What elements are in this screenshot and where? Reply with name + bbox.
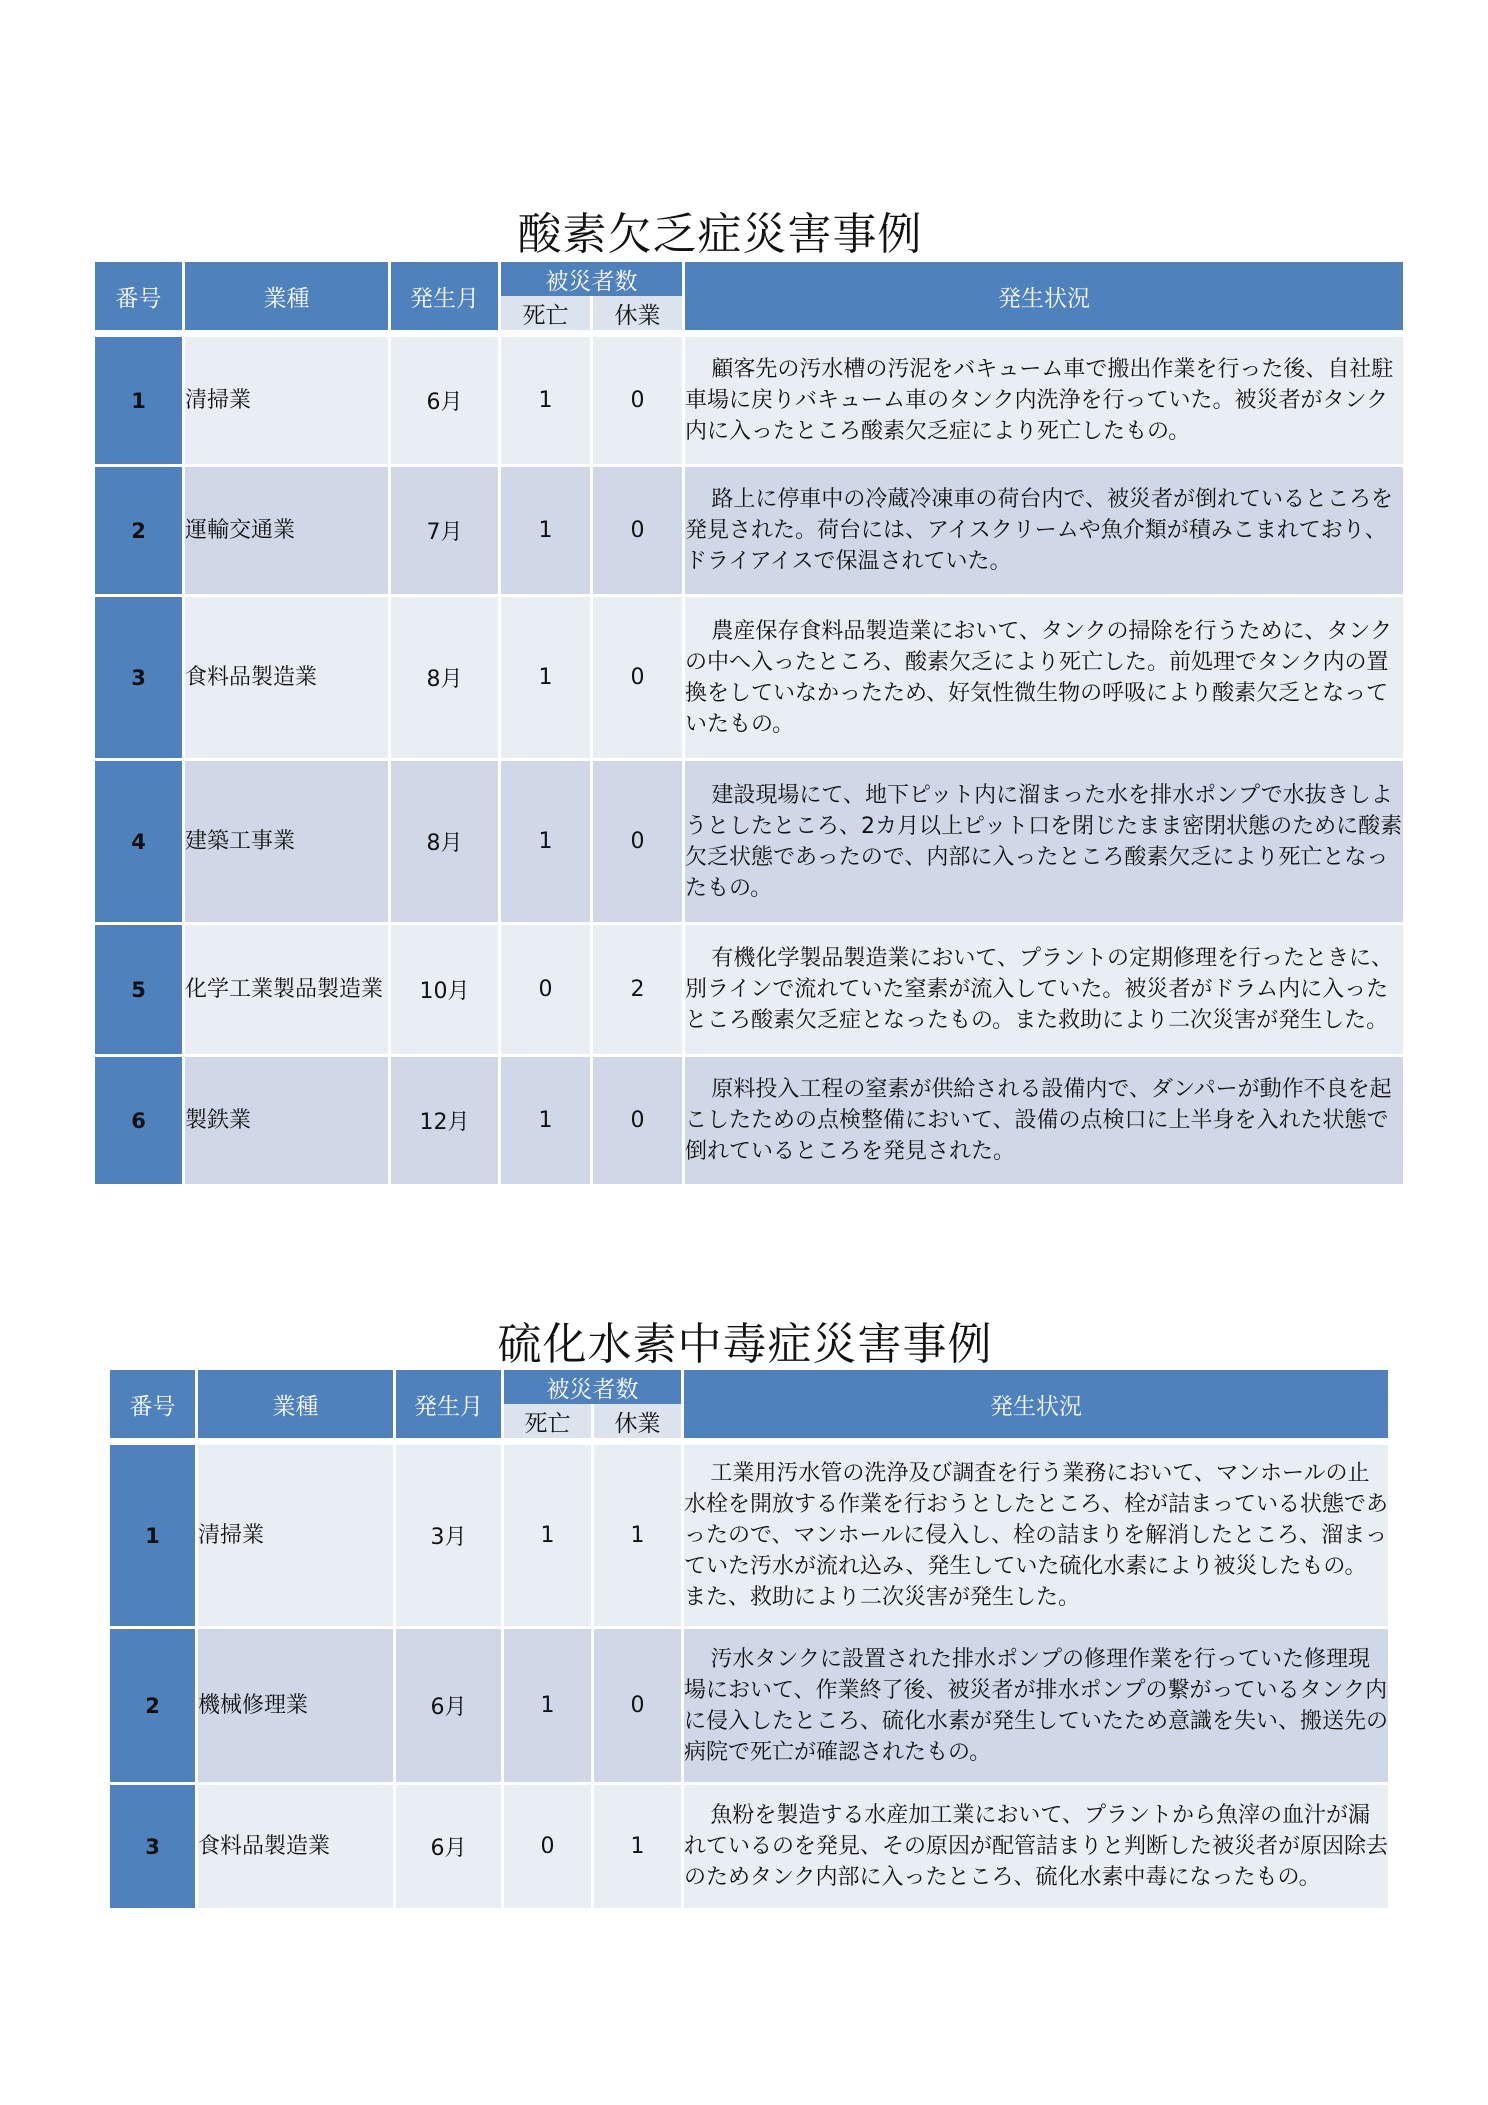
row-industry: 機械修理業 [198,1629,396,1785]
table-row [95,467,1403,597]
row-number: 2 [95,467,185,597]
row-death: 1 [501,761,593,925]
row-month: 6月 [396,1629,504,1785]
table-row [95,1057,1403,1187]
row-situation: 有機化学製品製造業において、プラントの定期修理を行ったときに、別ラインで流れていた窒素が流入していた。被災者がドラム内に入ったところ酸素欠乏症となったもの。また救助により二次災害が発生した。 [685,946,1393,1033]
row-situation: 路上に停車中の冷蔵冷凍車の荷台内で、被災者が倒れているところを発見された。荷台には、アイスクリームや魚介類が積みこまれており、ドライアイスで保温されていた。 [685,487,1393,574]
table-row [110,1785,1388,1911]
row-month: 8月 [391,597,501,761]
row-leave: 1 [594,1785,684,1911]
header-no: 番号 [110,1370,198,1438]
row-death: 1 [501,337,593,467]
table-row [95,925,1403,1057]
row-death: 1 [504,1445,594,1629]
row-death: 1 [501,467,593,597]
row-death: 1 [501,597,593,761]
header-industry: 業種 [185,262,391,330]
header-victims: 被災者数 [501,262,685,296]
row-number: 6 [95,1057,185,1187]
row-industry: 建築工事業 [185,761,391,925]
row-situation: 工業用汚水管の洗浄及び調査を行う業務において、マンホールの止水栓を開放する作業を行おうとしたところ、栓が詰まっている状態であったので、マンホールに侵入し、栓の詰まりを解消したところ、溜まっていた汚水が流れ込み、発生していた硫化水素により被災したもの。また、救助により二次災害が発生した。 [684,1461,1389,1610]
header-situation: 発生状況 [685,262,1403,330]
row-month: 12月 [391,1057,501,1187]
table-row [110,1629,1388,1785]
row-industry: 食料品製造業 [198,1785,396,1911]
row-death: 1 [504,1629,594,1785]
row-number: 4 [95,761,185,925]
row-leave: 0 [594,1629,684,1785]
row-number: 2 [110,1629,198,1785]
row-month: 6月 [396,1785,504,1911]
row-situation: 顧客先の汚水槽の汚泥をバキューム車で搬出作業を行った後、自社駐車場に戻りバキューム車のタンク内洗浄を行っていた。被災者がタンク内に入ったところ酸素欠乏症により死亡したもの。 [685,357,1394,444]
row-month: 8月 [391,761,501,925]
row-month: 6月 [391,337,501,467]
row-leave: 0 [593,761,685,925]
table-row [110,1445,1388,1629]
row-industry: 化学工業製品製造業 [185,925,391,1057]
row-situation: 農産保存食料品製造業において、タンクの掃除を行うために、タンクの中へ入ったところ、酸素欠乏により死亡した。前処理でタンク内の置換をしていなかったため、好気性微生物の呼吸により酸素欠乏となっていたもの。 [685,618,1393,737]
row-month: 10月 [391,925,501,1057]
row-situation: 汚水タンクに設置された排水ポンプの修理作業を行っていた修理現場において、作業終了後、被災者が排水ポンプの繋がっているタンク内に侵入したところ、硫化水素が発生していたため意識を失い、搬送先の病院で死亡が確認されたもの。 [684,1646,1389,1765]
row-situation: 建設現場にて、地下ピット内に溜まった水を排水ポンプで水抜きしようとしたところ、2カ月以上ピット口を閉じたまま密閉状態のために酸素欠乏状態であったので、内部に入ったところ酸素欠乏により死亡となったもの。 [685,782,1403,901]
row-number: 1 [110,1445,198,1629]
row-death: 0 [501,925,593,1057]
table-row [95,337,1403,467]
header-industry: 業種 [198,1370,396,1438]
row-death: 1 [501,1057,593,1187]
row-leave: 0 [593,597,685,761]
row-industry: 運輸交通業 [185,467,391,597]
row-leave: 0 [593,467,685,597]
row-number: 5 [95,925,185,1057]
header-victims: 被災者数 [504,1370,684,1404]
section1-title: 酸素欠乏症災害事例 [517,209,923,260]
row-number: 3 [95,597,185,761]
row-leave: 0 [593,1057,685,1187]
table-row [95,597,1403,761]
row-month: 7月 [391,467,501,597]
header-month: 発生月 [396,1370,504,1438]
row-month: 3月 [396,1445,504,1629]
oxygen-deficiency-table [95,262,1403,1187]
header-month: 発生月 [391,262,501,330]
header-leave: 休業 [594,1404,684,1438]
table-row [95,761,1403,925]
header-death: 死亡 [501,296,593,330]
row-leave: 1 [594,1445,684,1629]
header-death: 死亡 [504,1404,594,1438]
hydrogen-sulfide-table [110,1370,1388,1911]
row-industry: 清掃業 [198,1445,396,1629]
header-leave: 休業 [593,296,685,330]
row-industry: 清掃業 [185,337,391,467]
row-situation: 魚粉を製造する水産加工業において、プラントから魚滓の血汁が漏れているのを発見、その原因が配管詰まりと判断した被災者が原因除去のためタンク内部に入ったところ、硫化水素中毒になったもの。 [684,1803,1389,1890]
row-industry: 製鉄業 [185,1057,391,1187]
row-death: 0 [504,1785,594,1911]
row-number: 1 [95,337,185,467]
header-situation: 発生状況 [684,1370,1388,1438]
section2-title: 硫化水素中毒症災害事例 [497,1319,993,1370]
row-situation: 原料投入工程の窒素が供給される設備内で、ダンパーが動作不良を起こしたための点検整備において、設備の点検口に上半身を入れた状態で倒れているところを発見された。 [685,1077,1392,1164]
header-no: 番号 [95,262,185,330]
row-leave: 2 [593,925,685,1057]
row-industry: 食料品製造業 [185,597,391,761]
row-leave: 0 [593,337,685,467]
row-number: 3 [110,1785,198,1911]
